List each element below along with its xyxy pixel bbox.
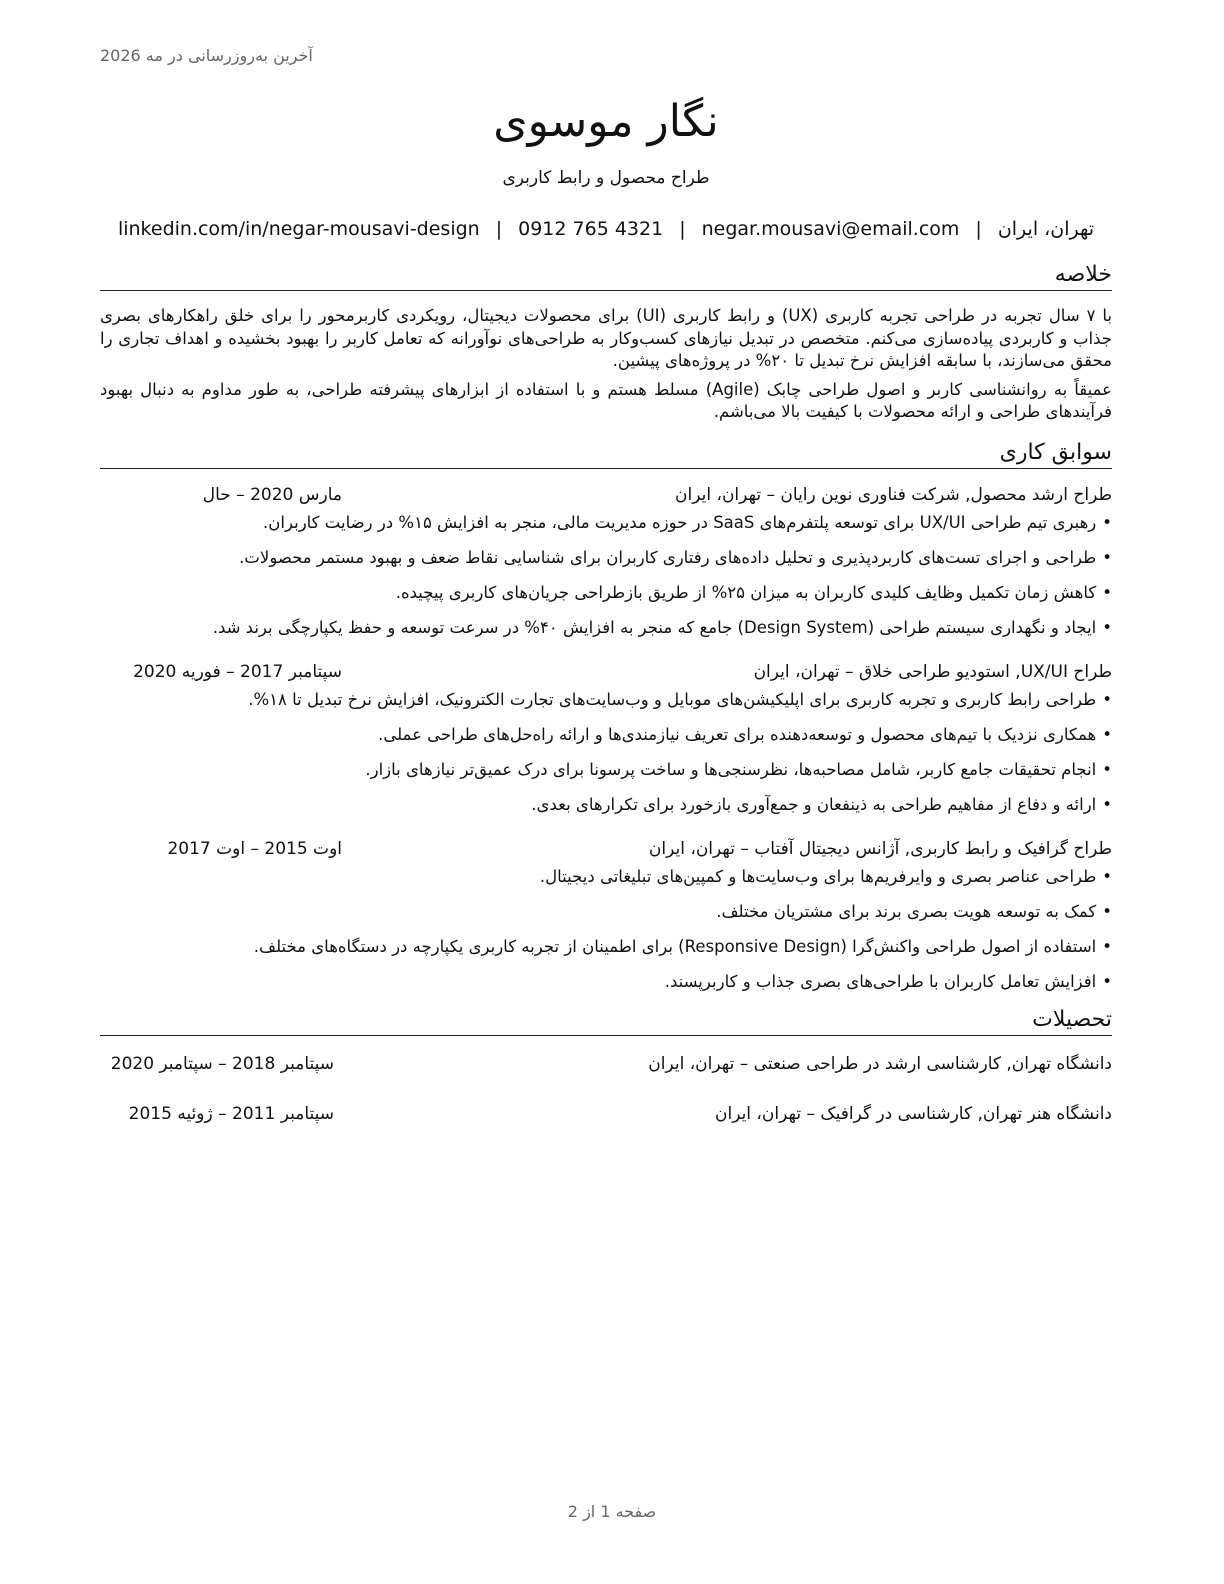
contact-phone[interactable]: 0912 765 4321 (518, 218, 664, 240)
experience-role: طراح ارشد محصول, شرکت فناوری نوین رایان – تهران، ایران (675, 484, 1112, 505)
experience-bullet: • کاهش زمان تکمیل وظایف کلیدی کاربران به میزان ۲۵% از طریق بازطراحی جریان‌های کاربری پیچیده. (100, 581, 1112, 605)
experience-bullets (100, 688, 1112, 817)
experience-bullet: • رهبری تیم طراحی UX/UI برای توسعه پلتفرم‌های SaaS در حوزه مدیریت مالی، منجر به افزایش ۱۵% در رضایت کاربران. (100, 511, 1112, 535)
experience-bullet: • استفاده از اصول طراحی واکنش‌گرا (Responsive Design) برای اطمینان از تجربه کاربری یکپارچه در دستگاه‌های مختلف. (100, 935, 1112, 959)
education-school: دانشگاه تهران, کارشناسی ارشد در طراحی صنعتی – تهران، ایران (648, 1053, 1112, 1074)
experience-bullet: • همکاری نزدیک با تیم‌های محصول و توسعه‌دهنده برای تعریف نیازمندی‌ها و ارائه راه‌حل‌های طراحی عملی. (100, 723, 1112, 747)
experience-bullet: • ارائه و دفاع از مفاهیم طراحی به ذینفعان و جمع‌آوری بازخورد برای تکرارهای بعدی. (100, 793, 1112, 817)
experience-section (100, 438, 1112, 994)
experience-entry-header (100, 660, 1112, 684)
contact-separator: | (679, 218, 686, 240)
experience-entry-header (100, 483, 1112, 507)
experience-bullet: • افزایش تعامل کاربران با طراحی‌های بصری جذاب و کاربرپسند. (100, 970, 1112, 994)
education-entry (100, 1052, 1112, 1076)
contact-location: تهران، ایران (997, 218, 1095, 240)
experience-bullet: • طراحی رابط کاربری و تجربه کاربری برای اپلیکیشن‌های موبایل و وب‌سایت‌های تجارت الکترونیک، افزایش نرخ تبدیل تا ۱۸%. (100, 688, 1112, 712)
experience-role: طراح UX/UI, استودیو طراحی خلاق – تهران، ایران (753, 661, 1112, 682)
contact-line (100, 216, 1112, 242)
experience-bullet: • طراحی و اجرای تست‌های کاربردپذیری و تحلیل داده‌های رفتاری کاربران برای شناسایی نقاط ضعف و بهبود مستمر محصولات. (100, 546, 1112, 570)
experience-heading: سوابق کاری (100, 438, 1112, 469)
experience-entry (100, 837, 1112, 994)
education-heading: تحصیلات (100, 1005, 1112, 1036)
experience-entry (100, 660, 1112, 817)
experience-dates: اوت 2015 – اوت 2017 (167, 838, 342, 859)
experience-bullets (100, 865, 1112, 994)
contact-separator: | (495, 218, 503, 240)
experience-dates: سپتامبر 2017 – فوریه 2020 (133, 661, 342, 682)
education-school: دانشگاه هنر تهران, کارشناسی در گرافیک – تهران، ایران (714, 1103, 1112, 1124)
summary-paragraph: با ۷ سال تجربه در طراحی تجربه کاربری (UX) و رابط کاربری (UI) برای محصولات دیجیتال، رویکردی کاربرمحور را برای خلق راهکارهای بصری جذاب و کاربردی پیاده‌سازی می‌کنم. متخصص در تبدیل نیازهای کسب‌وکار به طراحی‌های نوآورانه که تعامل کاربر را بهبود بخشیده و اهداف تجاری را محقق می‌سازند، با سابقه افزایش نرخ تبدیل تا ۲۰% در پروژه‌های پیشین. (100, 306, 1112, 370)
experience-entry (100, 483, 1112, 640)
education-dates: سپتامبر 2011 – ژوئیه 2015 (128, 1103, 334, 1124)
experience-bullet: • کمک به توسعه هویت بصری برند برای مشتریان مختلف. (100, 900, 1112, 924)
candidate-name: نگار موسوی (493, 96, 719, 147)
experience-bullet: • ایجاد و نگهداری سیستم طراحی (Design System) جامع که منجر به افزایش ۴۰% در سرعت توسعه و حفظ یکپارچگی برند شد. (100, 616, 1112, 640)
experience-bullets (100, 511, 1112, 640)
education-section (100, 1005, 1112, 1126)
page-number: صفحه 1 از 2 (567, 1502, 657, 1521)
summary-section (100, 260, 1112, 424)
experience-bullet: • انجام تحقیقات جامع کاربر، شامل مصاحبه‌ها، نظرسنجی‌ها و ساخت پرسونا برای درک عمیق‌تر نیازهای بازار. (100, 758, 1112, 782)
education-entry (100, 1102, 1112, 1126)
experience-dates: مارس 2020 – حال (202, 484, 342, 505)
experience-entry-header (100, 837, 1112, 861)
summary-heading: خلاصه (100, 260, 1112, 291)
contact-email[interactable]: negar.mousavi@email.com (701, 218, 960, 240)
education-dates: سپتامبر 2018 – سپتامبر 2020 (110, 1053, 334, 1074)
contact-linkedin[interactable]: linkedin.com/in/negar-mousavi-design (117, 218, 480, 240)
last-updated-note: آخرین به‌روزرسانی در مه 2026 (100, 46, 313, 65)
summary-paragraph: عمیقاً به روانشناسی کاربر و اصول طراحی چابک (Agile) مسلط هستم و با استفاده از ابزارهای پیشرفته طراحی، به طور مداوم به دنبال بهبود فرآیندهای طراحی و ارائه محصولات با کیفیت بالا می‌باشم. (100, 379, 1112, 421)
candidate-title: طراح محصول و رابط کاربری (502, 168, 710, 188)
contact-separator: | (975, 218, 982, 240)
experience-bullet: • طراحی عناصر بصری و وایرفریم‌ها برای وب‌سایت‌ها و کمپین‌های تبلیغاتی دیجیتال. (100, 865, 1112, 889)
experience-role: طراح گرافیک و رابط کاربری, آژانس دیجیتال آفتاب – تهران، ایران (648, 838, 1112, 859)
